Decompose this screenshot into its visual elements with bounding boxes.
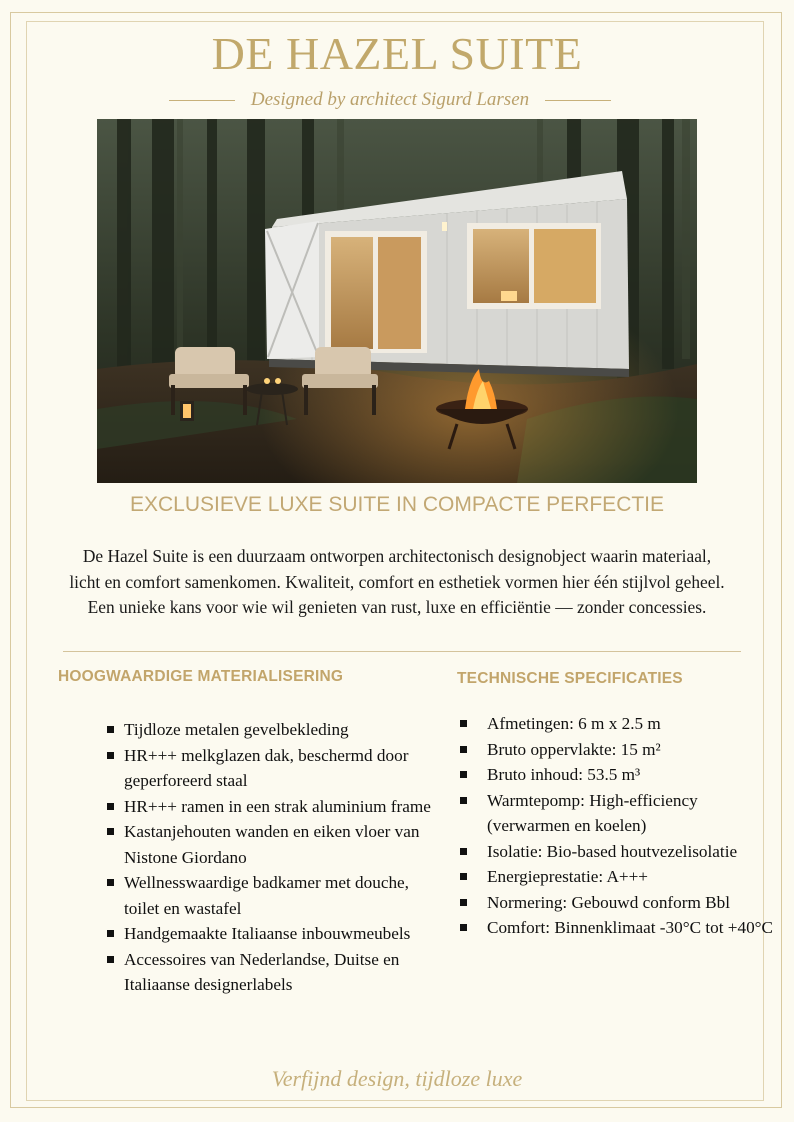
list-item: HR+++ melkglazen dak, beschermd door geperforeerd staal — [124, 743, 436, 794]
materials-heading: HOOGWAARDIGE MATERIALISERING — [58, 668, 344, 685]
list-item: Tijdloze metalen gevelbekleding — [124, 717, 436, 743]
intro-paragraph: De Hazel Suite is een duurzaam ontworpen architectonisch designobject waarin materiaal, licht en comfort samenkomen. Kwaliteit, comfort en esthetiek vormen hier één stijlvol geheel. Een unieke kans voor wie wil genieten van rust, luxe en efficiëntie — zonder concessies. — [69, 546, 725, 617]
list-item: Warmtepomp: High-efficiency (verwarmen en koelen) — [487, 788, 779, 839]
page-title: DE HAZEL SUITE — [211, 28, 583, 79]
list-item: Energieprestatie: A+++ — [487, 864, 779, 890]
subtitle-rule-right — [545, 100, 611, 101]
list-item: Afmetingen: 6 m x 2.5 m — [487, 711, 779, 737]
subtitle-rule-left — [169, 100, 235, 101]
list-item: Normering: Gebouwd conform Bbl — [487, 890, 779, 916]
list-item: Kastanjehouten wanden en eiken vloer van Nistone Giordano — [124, 819, 436, 870]
forest-cabin-photo — [97, 119, 697, 483]
hero-image — [97, 119, 697, 483]
list-item: Accessoires van Nederlandse, Duitse en Italiaanse designerlabels — [124, 947, 436, 998]
list-item: Bruto oppervlakte: 15 m² — [487, 737, 779, 763]
list-item: Handgemaakte Italiaanse inbouwmeubels — [124, 921, 436, 947]
subtitle-row — [150, 87, 630, 113]
list-item: Bruto inhoud: 53.5 m³ — [487, 762, 779, 788]
materials-list — [124, 717, 436, 998]
list-item: Comfort: Binnenklimaat -30°C tot +40°C — [487, 915, 779, 941]
tagline: EXCLUSIEVE LUXE SUITE IN COMPACTE PERFECTIE — [129, 493, 665, 516]
list-item: HR+++ ramen in een strak aluminium frame — [124, 794, 436, 820]
list-item: Isolatie: Bio-based houtvezelisolatie — [487, 839, 779, 865]
specs-list — [487, 711, 779, 941]
subtitle: Designed by architect Sigurd Larsen — [250, 89, 530, 110]
section-divider — [63, 651, 741, 652]
list-item: Wellnesswaardige badkamer met douche, toilet en wastafel — [124, 870, 436, 921]
footer-slogan: Verfijnd design, tijdloze luxe — [271, 1066, 523, 1091]
specs-heading: TECHNISCHE SPECIFICATIES — [457, 670, 683, 687]
